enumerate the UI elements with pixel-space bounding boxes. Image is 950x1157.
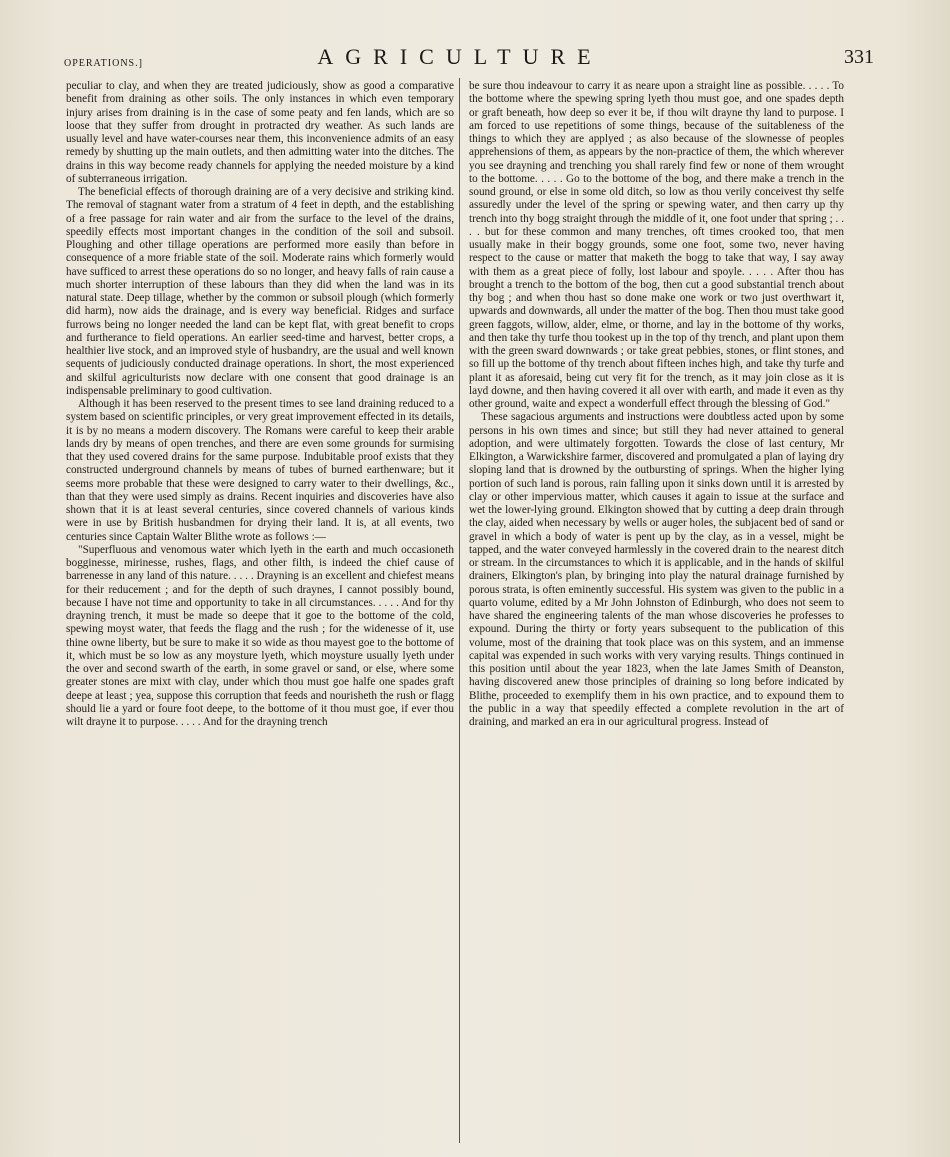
running-header [60, 40, 874, 74]
section-label: OPERATIONS.] [64, 58, 143, 69]
paragraph: These sagacious arguments and instructions were doubtless acted upon by some persons in his own times and since; but still they had never attained to general adoption, and were ultimately forgotten. Towards the close of last century, Mr Elkington, a Warwickshire farmer, discovered and promulgated a plan of laying dry sloping land that is drowned by the outbursting of springs. When the higher lying portion of such land is porous, rain falling upon it sinks down until it is arrested by clay or other impervious matter, which causes it again to issue at the surface and wet the lower-lying ground. Elkington showed that by cutting a deep drain through the clay, aided when necessary by wells or auger holes, the subjacent bed of sand or gravel in which a body of water is pent up by the clay, as in a vessel, might be tapped, and the water conveyed harmlessly in the covered drain to the nearest ditch or stream. In the circumstances to which it is applicable, and in the hands of skilful drainers, Elkington's plan, by bringing into play the natural drainage furnished by porous strata, is often eminently successful. His system was given to the public in a quarto volume, edited by a Mr John Johnston of Edinburgh, who does not seem to have shared the engineering talents of the man whose discoveries he professes to expound. During the thirty or forty years subsequent to the publication of this volume, most of the draining that took place was on this system, and an immense capital was expended in such works with very varying results. Things continued in this position until about the year 1823, when the late James Smith of Deanston, having discovered anew those principles of draining so long before indicated by Blithe, proceeded to exemplify them in his own practice, and to expound them to the public in a way that speedily effected a complete revolution in the art of draining, and marked an era in our agricultural progress. Instead of [469, 411, 844, 728]
paragraph: peculiar to clay, and when they are treated judiciously, show as good a comparative benefit from draining as other soils. The only instances in which even temporary injury arises from draining is in the case of some peaty and fen lands, which are so loose that they suffer from drought in protracted dry weather. As such lands are usually level and have water-courses near them, this inconvenience admits of an easy remedy by shutting up the main outlets, and then admitting water into the ditches. The drains in this way become ready channels for applying the needed moisture by a kind of subterraneous irrigation. [66, 80, 454, 185]
page-number: 331 [844, 46, 874, 68]
column-divider [459, 78, 460, 1143]
quotation-paragraph: be sure thou indeavour to carry it as neare upon a straight line as possible. . . . . To the bottome where the spewing spring lyeth thou must goe, and one spades depth or graft beneath, how deep so ever it be, if thou wilt drayne thy land to purpose. I am forced to use repetitions of some things, because of the suitableness of the things to which they are applyed ; as also because of the slownesse of peoples apprehensions of them, as appears by the non-practice of them, the which wherever you see drayning and trenching you shall rarely find few or none of them wrought to the bottome. . . . . Go to the bottome of the bog, and there make a trench in the sound ground, or else in some old ditch, so low as thou verily conceivest thy selfe assuredly under the level of the spring or spewing water, and then carry up thy trench into thy bogg straight through the middle of it, one foot under that spring ; . . . . but for these common and many trenches, oft times crooked too, that men usually make in their boggy grounds, some one foot, some two, never having respect to the cause or matter that maketh the bogg to take that way, I say away with them as a great piece of folly, lost labour and spoyle. . . . . After thou has brought a trench to the bottom of the bog, then cut a good substantial trench about thy bog ; and when thou hast so done make one work or two just overthwart it, upwards and downwards, all under the matter of the bog. Then thou must take good green faggots, willow, alder, elme, or thorne, and lay in the bottome of thy works, and then take thy turfe thou tookest up in the top of thy trench, and plant upon them with the green sward downwards ; or take great pebbies, stones, or flint stones, and so fill up the bottome of thy trench about fifteen inches high, and take thy turfe and plant it as aforesaid, being cut very fit for the trench, as it may join close as it is layd downe, and then having covered it all over with earth, and made it even as thy other ground, waite and expect a wonderfull effect through the blessing of God." [469, 80, 844, 410]
quotation-paragraph: "Superfluous and venomous water which lyeth in the earth and much occasioneth bogginesse, mirinesse, rushes, flags, and other filth, is indeed the chief cause of barrenesse in any land of this nature. . . . . Drayning is an excellent and chiefest means for their reducement ; and for the depth of such draynes, I cannot possibly bound, because I have not time and opportunity to take in all circumstances. . . . . And for thy drayning trench, it must be made so deepe that it goe to the bottome of the cold, spewing moyst water, that feeds the flagg and the rush ; for the widenesse of it, use thine owne liberty, but be sure to make it so wide as thou mayest goe to the bottome of it, which must be so low as any moysture lyeth, which moysture usually lyeth under the over and second swarth of the earth, in some gravel or sand, or else, where some greater stones are mixt with clay, under which thou must goe halfe one spades graft deepe at least ; yea, suppose this corruption that feeds and nourisheth the rush or flagg should lie a yard or foure foot deepe, to the bottome of it thou must goe, if ever thou wilt drayne it to purpose. . . . . And for the drayning trench [66, 543, 454, 728]
right-column [469, 80, 844, 729]
page-title: AGRICULTURE [317, 44, 603, 69]
left-column [66, 80, 454, 729]
paragraph: The beneficial effects of thorough draining are of a very decisive and striking kind. The removal of stagnant water from a stratum of 4 feet in depth, and the establishing of a free passage for rain water and air from the surface to the level of the drains, speedily effects most important changes in the condition of the soil and subsoil. Ploughing and other tillage operations are performed more easily than before in consequence of a more friable state of the soil. Moderate rains which formerly would have sufficed to arrest these operations do so no longer, and heavy falls of rain cause a much shorter interruption of these labours than they did when the land was in its natural state. Deep tillage, whether by the common or subsoil plough (which formerly did harm), now aids the drainage, and is every way beneficial. Ridges and surface furrows being no longer needed the land can be kept flat, with great benefit to crops and furtherance to field operations. An earlier seed-time and harvest, better crops, a healthier live stock, and an improved style of husbandry, are the usual and well known sequents of judiciously conducted drainage operations. In short, the most experienced and skilful agriculturists now declare with one consent that good drainage is an indispensable preliminary to good cultivation. [66, 186, 454, 397]
paragraph: Although it has been reserved to the present times to see land draining reduced to a system based on scientific principles, or very great improvement effected in its details, it is by no means a modern discovery. The Romans were careful to keep their arable lands dry by means of open trenches, and there are even some grounds for surmising that they used covered drains for the same purpose. Indubitable proof exists that they constructed underground channels by means of tubes of burned earthenware; but it seems more probable that these were designed to carry water to their dwellings, &c., than that they were used simply as drains. Recent inquiries and discoveries have also shown that it is at least several centuries, since covered channels of various kinds were in use by British husbandmen for drying their land. It is, at all events, two centuries since Captain Walter Blithe wrote as follows :— [66, 398, 454, 543]
